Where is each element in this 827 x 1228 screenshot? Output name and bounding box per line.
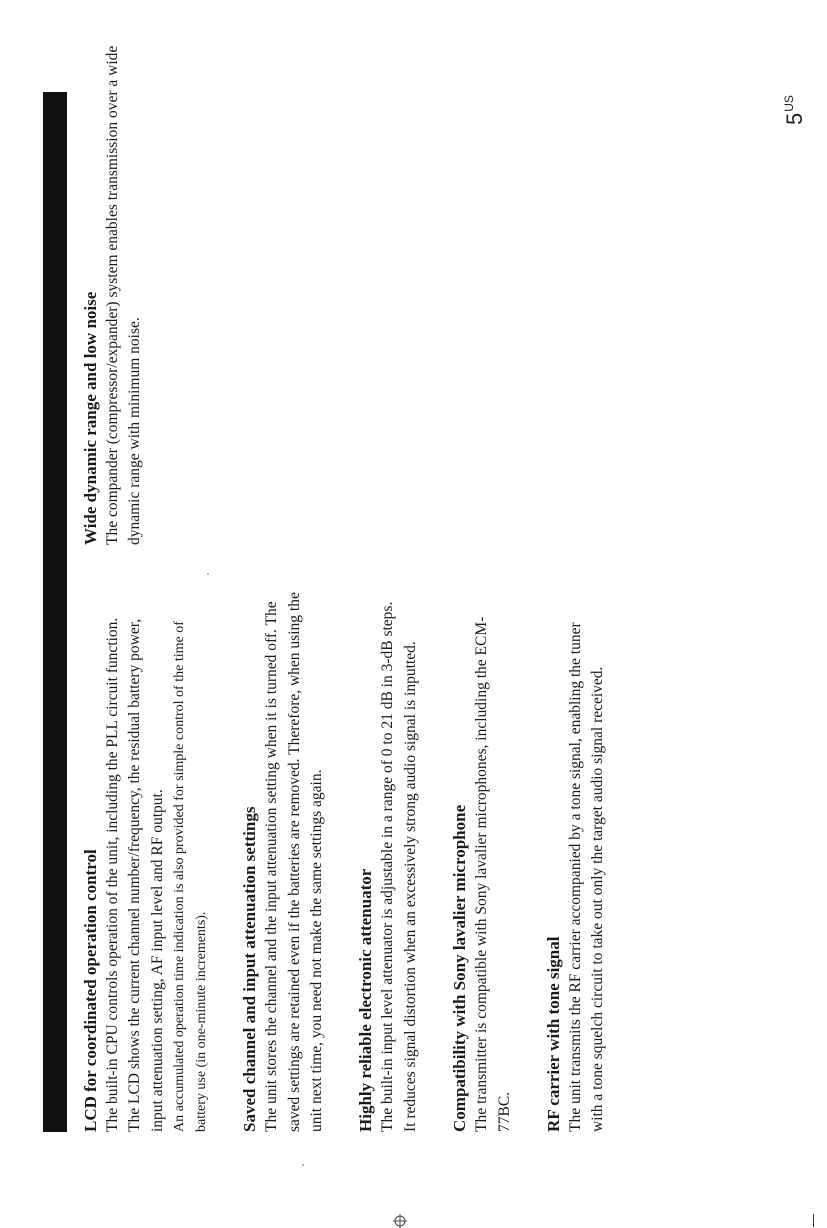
section-lavalier	[449, 592, 516, 1132]
registration-mark-icon	[393, 1214, 407, 1228]
right-column	[80, 5, 174, 545]
section-attenuator	[355, 592, 422, 1132]
section-paragraph: The transmitter is compatible with Sony lavalier microphones, including the ECM-77BC.	[473, 616, 513, 1132]
section-dynamic-range	[80, 5, 147, 545]
section-heading: RF carrier with tone signal	[544, 936, 564, 1132]
section-heading: Highly reliable electronic attenuator	[356, 868, 376, 1132]
section-lcd	[80, 592, 212, 1132]
section-paragraph: The built-in input level attenuator is adjustable in a range of 0 to 21 dB in 3-dB steps. It reduces signal distortion when an excessively strong audio signal is inputted.	[379, 601, 419, 1132]
section-heading: Compatibility with Sony lavalier microphone	[450, 804, 470, 1132]
section-paragraph: The unit stores the channel and the input attenuation setting when it is turned off. The saved settings are retained even if the batteries are removed. Therefore, when using the unit next time, you need not make the same settings again.	[263, 592, 326, 1132]
section-paragraph: The built-in CPU controls operation of the unit, including the PLL circuit function. The LCD shows the current channel number/frequency, the residual battery power, input attenuation setting, AF input level and RF output.	[104, 617, 166, 1132]
header-bar	[43, 92, 67, 1132]
speck	[207, 573, 209, 575]
speck	[302, 1164, 304, 1166]
crop-mark	[813, 1214, 814, 1227]
page-number-suffix: US	[782, 95, 796, 112]
page-number	[782, 95, 808, 125]
page-number-value: 5	[782, 112, 807, 125]
section-paragraph: The compander (compressor/expander) system enables transmission over a wide dynamic range with minimum noise.	[104, 45, 144, 545]
left-column	[80, 592, 637, 1132]
section-saved-settings	[239, 592, 328, 1132]
section-heading: Saved channel and input attenuation settings	[240, 806, 260, 1132]
section-rf-carrier	[543, 592, 610, 1132]
section-heading: LCD for coordinated operation control	[81, 849, 100, 1132]
section-paragraph: The unit transmits the RF carrier accompanied by a tone signal, enabling the tuner with a tone squelch circuit to take out only the target audio signal received.	[567, 622, 607, 1132]
section-note: An accumulated operation time indication is also provided for simple control of the time of battery use (in one-minute increments).	[172, 621, 209, 1132]
section-heading: Wide dynamic range and low noise	[81, 291, 100, 545]
